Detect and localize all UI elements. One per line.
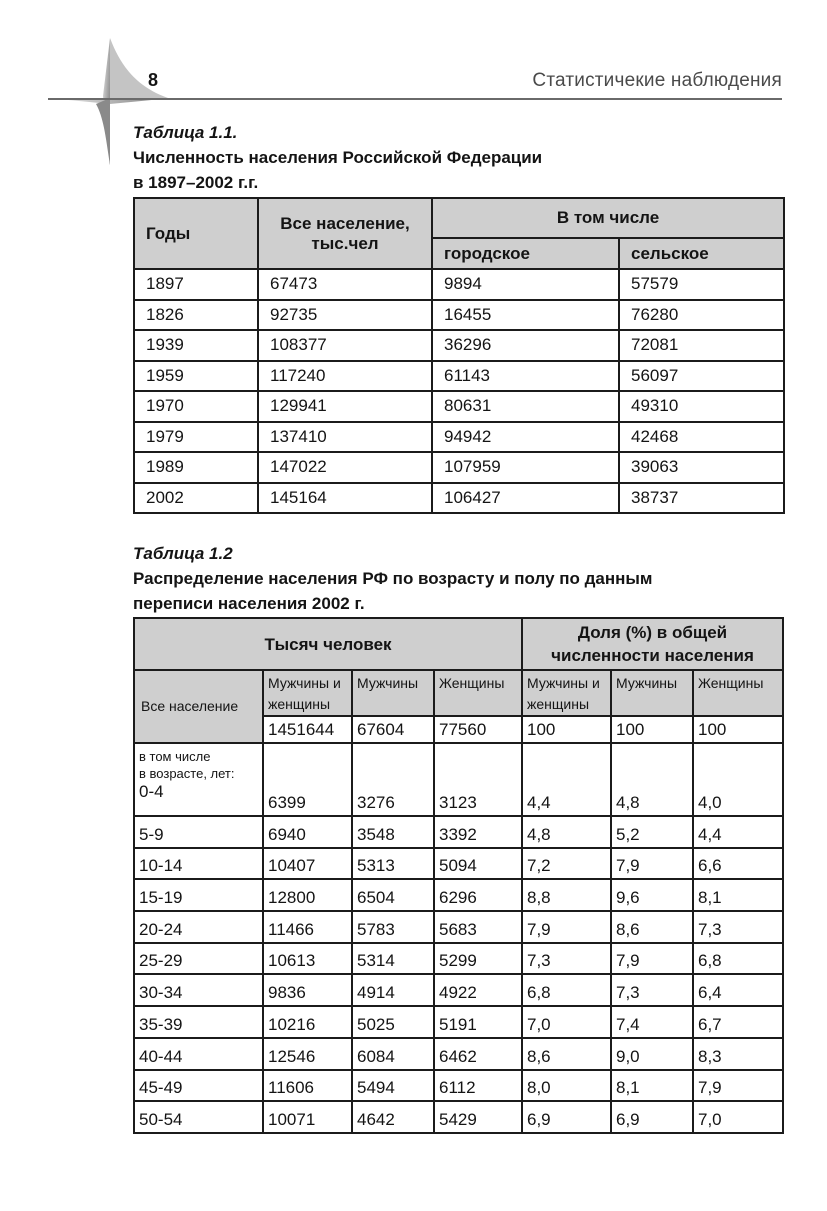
table-row	[134, 943, 783, 975]
table-cell: 5313	[352, 848, 434, 880]
table-row	[134, 1070, 783, 1102]
table2-label: Таблица 1.2	[133, 544, 233, 563]
table-cell: 10407	[263, 848, 352, 880]
table-cell: 107959	[432, 452, 619, 483]
col-years: Годы	[134, 198, 258, 269]
table-cell: 67473	[258, 269, 432, 300]
age-group-cell: 50-54	[134, 1101, 263, 1133]
table-row	[134, 743, 783, 816]
total-cell: 100	[693, 716, 783, 743]
table-cell: 129941	[258, 391, 432, 422]
table-cell: 38737	[619, 483, 784, 514]
table-cell: 137410	[258, 422, 432, 453]
sub-share-both-line2: женщины	[527, 696, 590, 712]
table-row	[134, 816, 783, 848]
table-cell: 39063	[619, 452, 784, 483]
sub-share-both-line1: Мужчины и	[527, 675, 600, 691]
table1-label: Таблица 1.1.	[133, 123, 238, 142]
table-cell: 7,9	[611, 943, 693, 975]
table-row	[134, 974, 783, 1006]
table-row	[134, 1006, 783, 1038]
table-cell: 4642	[352, 1101, 434, 1133]
age-note-line2: в возрасте, лет:	[139, 766, 235, 781]
table1-caption	[133, 120, 542, 195]
table-row	[134, 269, 784, 300]
table-cell: 7,0	[693, 1101, 783, 1133]
table-cell: 2002	[134, 483, 258, 514]
sub-both-genders	[263, 670, 352, 716]
table-cell: 8,6	[522, 1038, 611, 1070]
table-cell: 4914	[352, 974, 434, 1006]
table-cell: 106427	[432, 483, 619, 514]
table-cell: 10613	[263, 943, 352, 975]
table-cell: 145164	[258, 483, 432, 514]
table-cell: 117240	[258, 361, 432, 392]
table-cell: 61143	[432, 361, 619, 392]
table-cell: 16455	[432, 300, 619, 331]
table-row	[134, 911, 783, 943]
page-number: 8	[148, 70, 159, 90]
table-cell: 11606	[263, 1070, 352, 1102]
table-cell: 5094	[434, 848, 522, 880]
table-cell: 92735	[258, 300, 432, 331]
table-cell: 7,3	[693, 911, 783, 943]
table-row	[134, 848, 783, 880]
table-cell: 3123	[434, 743, 522, 816]
table-row	[134, 330, 784, 361]
sub-share-both	[522, 670, 611, 716]
table-cell: 4922	[434, 974, 522, 1006]
table2	[133, 617, 784, 1134]
total-cell: 67604	[352, 716, 434, 743]
table-cell: 11466	[263, 911, 352, 943]
table-cell: 1989	[134, 452, 258, 483]
table-cell: 8,1	[693, 879, 783, 911]
table-cell: 5494	[352, 1070, 434, 1102]
age-group-cell: 45-49	[134, 1070, 263, 1102]
header-rule	[48, 98, 782, 100]
table-cell: 6462	[434, 1038, 522, 1070]
table-row	[134, 1038, 783, 1070]
table-cell: 8,6	[611, 911, 693, 943]
table-cell: 4,8	[611, 743, 693, 816]
total-cell: 1451644	[263, 716, 352, 743]
table-cell: 6084	[352, 1038, 434, 1070]
table-cell: 6504	[352, 879, 434, 911]
table-cell: 42468	[619, 422, 784, 453]
table-cell: 4,4	[522, 743, 611, 816]
running-title: Статистичекие наблюдения	[532, 70, 782, 91]
table-cell: 12546	[263, 1038, 352, 1070]
table-cell: 6,9	[522, 1101, 611, 1133]
table-cell: 4,4	[693, 816, 783, 848]
table-cell: 76280	[619, 300, 784, 331]
table-row	[134, 361, 784, 392]
table-cell: 10216	[263, 1006, 352, 1038]
table-cell: 10071	[263, 1101, 352, 1133]
table-cell: 7,3	[522, 943, 611, 975]
table-cell: 1939	[134, 330, 258, 361]
table-cell: 4,0	[693, 743, 783, 816]
table-cell: 49310	[619, 391, 784, 422]
table-cell: 72081	[619, 330, 784, 361]
table-cell: 4,8	[522, 816, 611, 848]
col-total: Все население, тыс.чел	[258, 198, 432, 269]
table-row	[134, 300, 784, 331]
table-row	[134, 879, 783, 911]
table-cell: 1970	[134, 391, 258, 422]
table-cell: 9,0	[611, 1038, 693, 1070]
col-including: В том числе	[432, 198, 784, 238]
table-cell: 7,4	[611, 1006, 693, 1038]
table-cell: 7,2	[522, 848, 611, 880]
table-cell: 9,6	[611, 879, 693, 911]
sub-share-women: Женщины	[693, 670, 783, 716]
table-cell: 6,9	[611, 1101, 693, 1133]
table2-title-line1: Распределение населения РФ по возрасту и полу по данным	[133, 569, 653, 588]
table-cell: 12800	[263, 879, 352, 911]
sub-women: Женщины	[434, 670, 522, 716]
col-urban: городское	[432, 238, 619, 269]
header-share: Доля (%) в общей численности населения	[522, 618, 783, 670]
table-row	[134, 422, 784, 453]
age-group-cell: 10-14	[134, 848, 263, 880]
table-cell: 1979	[134, 422, 258, 453]
age-group-cell: 20-24	[134, 911, 263, 943]
table2-caption	[133, 541, 653, 616]
table-cell: 5299	[434, 943, 522, 975]
table-cell: 57579	[619, 269, 784, 300]
age-group-cell: 5-9	[134, 816, 263, 848]
table-cell: 7,9	[611, 848, 693, 880]
table-cell: 9836	[263, 974, 352, 1006]
table-row	[134, 391, 784, 422]
table-cell: 80631	[432, 391, 619, 422]
table-cell: 6296	[434, 879, 522, 911]
table-row	[134, 483, 784, 514]
table-cell: 3392	[434, 816, 522, 848]
table-cell: 5683	[434, 911, 522, 943]
age-group-cell: 30-34	[134, 974, 263, 1006]
table-cell: 7,3	[611, 974, 693, 1006]
table-cell: 108377	[258, 330, 432, 361]
table1-title-line2: в 1897–2002 г.г.	[133, 173, 259, 192]
table-cell: 7,0	[522, 1006, 611, 1038]
table-cell: 5314	[352, 943, 434, 975]
age-group-cell: 35-39	[134, 1006, 263, 1038]
sub-both-line2: женщины	[268, 696, 331, 712]
table-cell: 5429	[434, 1101, 522, 1133]
table-cell: 6,6	[693, 848, 783, 880]
table-cell: 6940	[263, 816, 352, 848]
total-cell: 100	[611, 716, 693, 743]
table-cell: 3548	[352, 816, 434, 848]
table-cell: 7,9	[693, 1070, 783, 1102]
age-group-cell	[134, 743, 263, 816]
col-rural: сельское	[619, 238, 784, 269]
table-row	[134, 452, 784, 483]
table-cell: 94942	[432, 422, 619, 453]
table2-title-line2: переписи населения 2002 г.	[133, 594, 365, 613]
table-cell: 36296	[432, 330, 619, 361]
age-group-label: 0-4	[139, 782, 164, 801]
total-cell: 77560	[434, 716, 522, 743]
age-group-cell: 25-29	[134, 943, 263, 975]
age-group-cell: 40-44	[134, 1038, 263, 1070]
table-cell: 8,8	[522, 879, 611, 911]
table-cell: 1959	[134, 361, 258, 392]
table-cell: 3276	[352, 743, 434, 816]
table-cell: 8,0	[522, 1070, 611, 1102]
table-row	[134, 1101, 783, 1133]
age-group-cell: 15-19	[134, 879, 263, 911]
table-cell: 5191	[434, 1006, 522, 1038]
table-cell: 8,1	[611, 1070, 693, 1102]
table-cell: 6,8	[693, 943, 783, 975]
table-cell: 1897	[134, 269, 258, 300]
table-cell: 5025	[352, 1006, 434, 1038]
table1-title-line1: Численность населения Российской Федерации	[133, 148, 543, 167]
table1	[133, 197, 785, 514]
table-cell: 8,3	[693, 1038, 783, 1070]
table-cell: 147022	[258, 452, 432, 483]
table-cell: 5,2	[611, 816, 693, 848]
age-note-line1: в том числе	[139, 749, 211, 764]
table-cell: 56097	[619, 361, 784, 392]
sub-all-population: Все население	[134, 670, 263, 743]
table-cell: 6399	[263, 743, 352, 816]
table-cell: 6,4	[693, 974, 783, 1006]
sub-share-men: Мужчины	[611, 670, 693, 716]
table-cell: 6,7	[693, 1006, 783, 1038]
table-cell: 6112	[434, 1070, 522, 1102]
table-cell: 9894	[432, 269, 619, 300]
table-cell: 6,8	[522, 974, 611, 1006]
table-cell: 1826	[134, 300, 258, 331]
header-thousands: Тысяч человек	[134, 618, 522, 670]
total-cell: 100	[522, 716, 611, 743]
table-cell: 7,9	[522, 911, 611, 943]
sub-both-line1: Мужчины и	[268, 675, 341, 691]
table-cell: 5783	[352, 911, 434, 943]
sub-men: Мужчины	[352, 670, 434, 716]
